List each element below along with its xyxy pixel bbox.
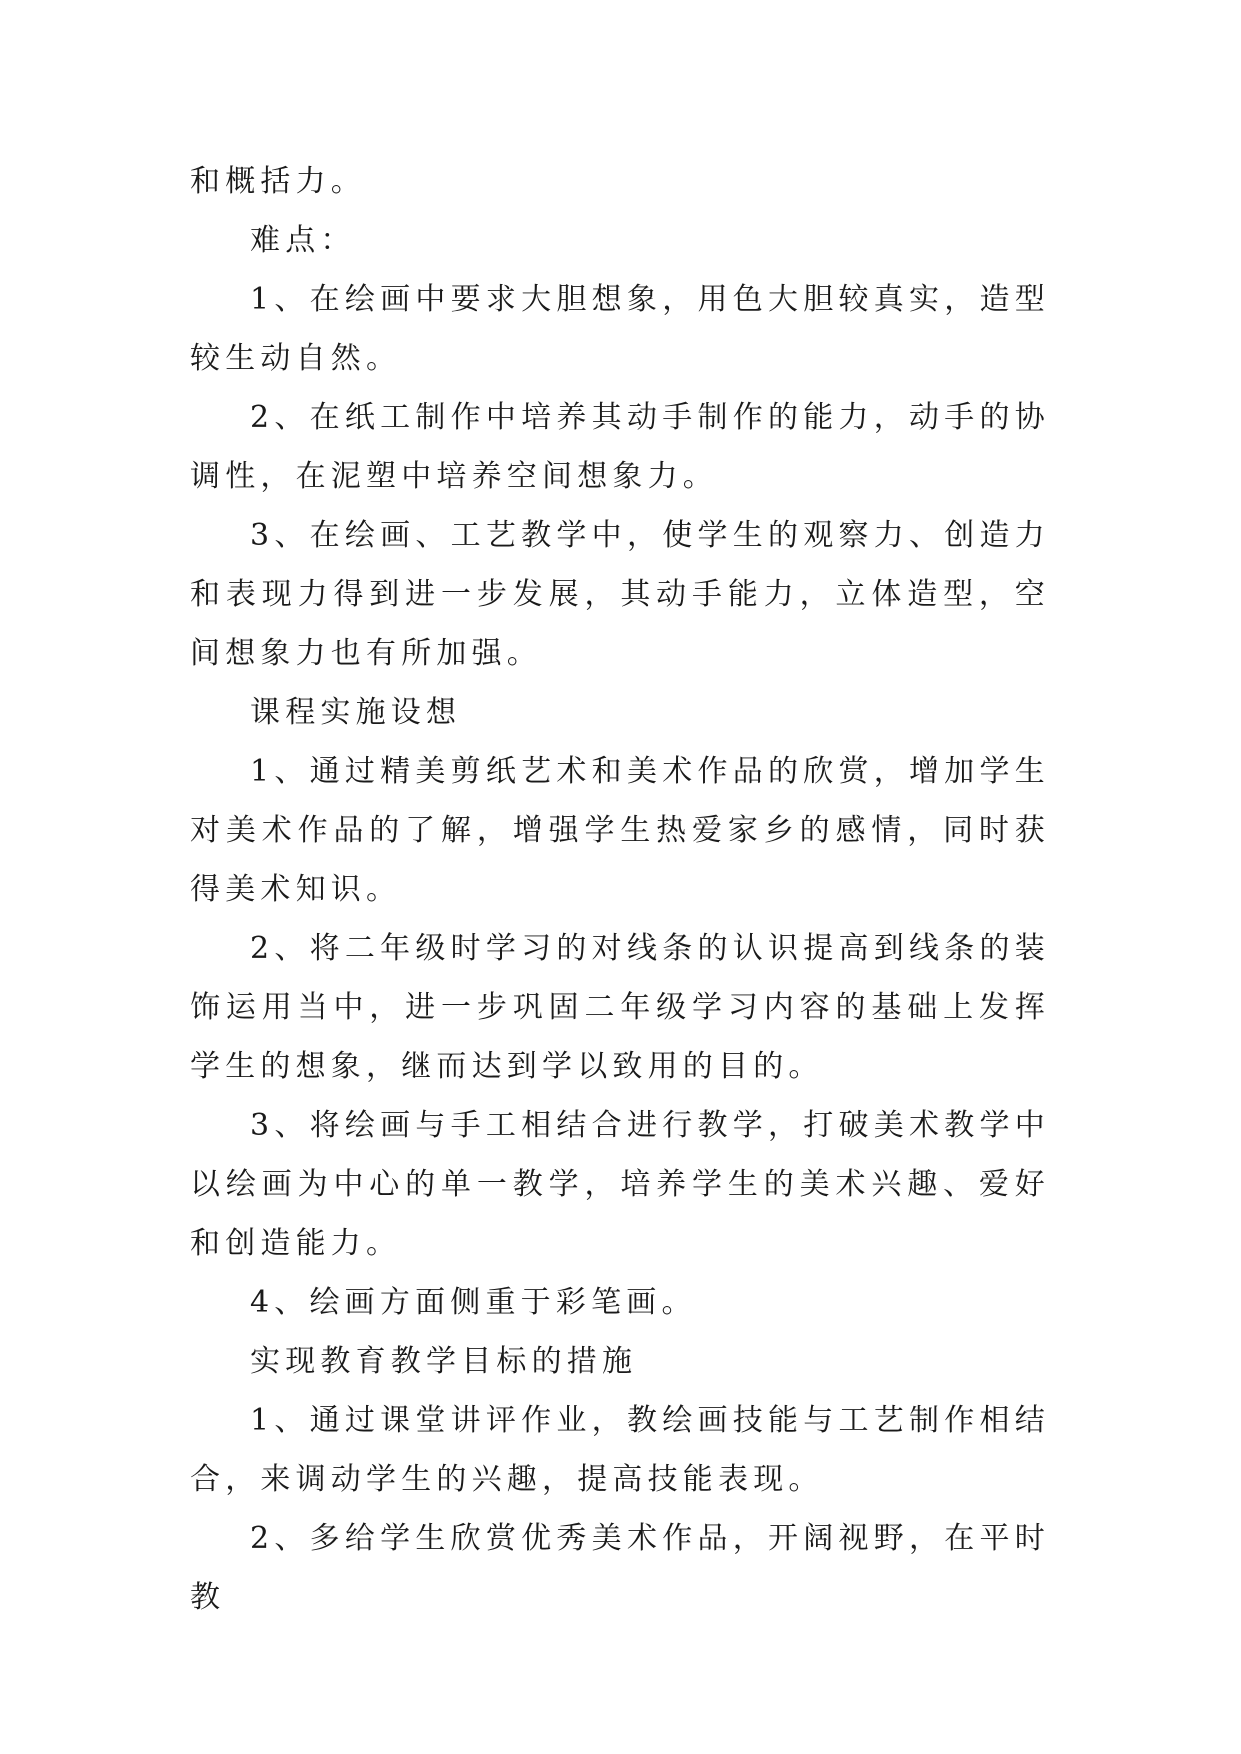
paragraph-implementation-3: 3、将绘画与手工相结合进行教学，打破美术教学中以绘画为中心的单一教学，培养学生的美术兴趣、爱好和创造能力。 <box>190 1108 1050 1261</box>
paragraph-continuation: 和概括力。 <box>190 164 366 199</box>
document-body <box>190 152 1050 1627</box>
paragraph-difficulty-2: 2、在纸工制作中培养其动手制作的能力，动手的协调性，在泥塑中培养空间想象力。 <box>190 400 1050 494</box>
paragraph-measure-1: 1、通过课堂讲评作业，教绘画技能与工艺制作相结合，来调动学生的兴趣，提高技能表现。 <box>190 1403 1050 1497</box>
paragraph-measure-2: 2、多给学生欣赏优秀美术作品，开阔视野，在平时教 <box>190 1521 1050 1615</box>
heading-course-implementation: 课程实施设想 <box>250 695 462 730</box>
heading-difficulties: 难点： <box>250 223 356 258</box>
heading-measures: 实现教育教学目标的措施 <box>250 1344 638 1379</box>
paragraph-implementation-1: 1、通过精美剪纸艺术和美术作品的欣赏，增加学生对美术作品的了解，增强学生热爱家乡的感情，同时获得美术知识。 <box>190 754 1050 907</box>
paragraph-implementation-4: 4、绘画方面侧重于彩笔画。 <box>250 1285 697 1320</box>
paragraph-implementation-2: 2、将二年级时学习的对线条的认识提高到线条的装饰运用当中，进一步巩固二年级学习内容的基础上发挥学生的想象，继而达到学以致用的目的。 <box>190 931 1050 1084</box>
paragraph-difficulty-1: 1、在绘画中要求大胆想象，用色大胆较真实，造型较生动自然。 <box>190 282 1050 376</box>
paragraph-difficulty-3: 3、在绘画、工艺教学中，使学生的观察力、创造力和表现力得到进一步发展，其动手能力，立体造型，空间想象力也有所加强。 <box>190 518 1050 671</box>
